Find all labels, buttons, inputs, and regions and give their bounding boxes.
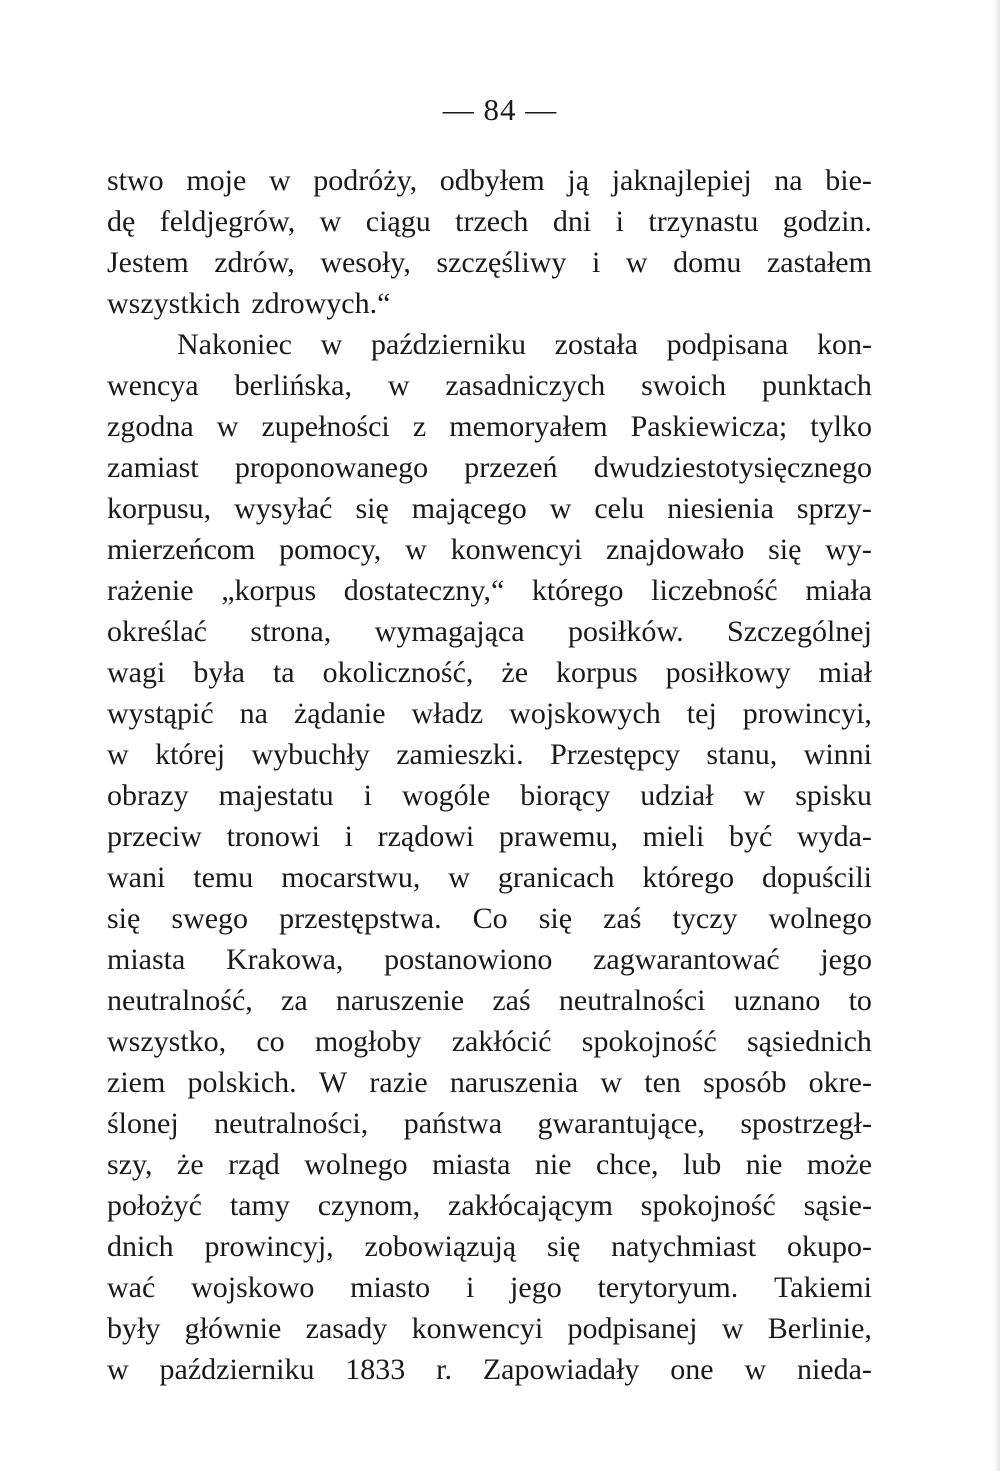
text-line: szy, że rząd wolnego miasta nie chce, lub nie może bbox=[107, 1148, 872, 1181]
text-line: obrazy majestatu i wogóle biorący udział w spisku bbox=[107, 779, 872, 812]
text-line: mierzeńcom pomocy, w konwencyi znajdowało się wy- bbox=[107, 533, 872, 566]
text-line: Nakoniec w październiku została podpisana kon- bbox=[177, 328, 872, 361]
text-line: dnich prowincyj, zobowiązują się natychmiast okupo- bbox=[107, 1230, 872, 1263]
text-line: były głównie zasady konwencyi podpisanej w Berlinie, bbox=[107, 1312, 872, 1345]
text-line: przeciw tronowi i rządowi prawemu, mieli być wyda- bbox=[107, 820, 872, 853]
text-line: ziem polskich. W razie naruszenia w ten sposób okre- bbox=[107, 1066, 872, 1099]
text-line: w październiku 1833 r. Zapowiadały one w nieda- bbox=[107, 1353, 872, 1386]
text-line: dę feldjegrów, w ciągu trzech dni i trzynastu godzin. bbox=[107, 205, 872, 238]
text-line: stwo moje w podróży, odbyłem ją jaknajlepiej na bie- bbox=[107, 164, 872, 197]
text-line: wani temu mocarstwu, w granicach którego dopuścili bbox=[107, 861, 872, 894]
text-line: ślonej neutralności, państwa gwarantujące, spostrzegł- bbox=[107, 1107, 872, 1140]
text-line: wszystkich zdrowych.“ bbox=[107, 287, 391, 320]
text-line: się swego przestępstwa. Co się zaś tyczy wolnego bbox=[107, 902, 872, 935]
text-line: określać strona, wymagająca posiłków. Szczególnej bbox=[107, 615, 872, 648]
text-line: zamiast proponowanego przezeń dwudziestotysięcznego bbox=[107, 451, 872, 484]
body-text bbox=[107, 160, 872, 1390]
text-line: położyć tamy czynom, zakłócającym spokojność sąsie- bbox=[107, 1189, 872, 1222]
text-line: korpusu, wysyłać się mającego w celu niesienia sprzy- bbox=[107, 492, 872, 525]
text-line: w której wybuchły zamieszki. Przestępcy stanu, winni bbox=[107, 738, 872, 771]
text-line: wencya berlińska, w zasadniczych swoich punktach bbox=[107, 369, 872, 402]
text-line: miasta Krakowa, postanowiono zagwarantować jego bbox=[107, 943, 872, 976]
text-line: wagi była ta okoliczność, że korpus posiłkowy miał bbox=[107, 656, 872, 689]
page-edge-shadow bbox=[994, 0, 1000, 1471]
text-line: wać wojskowo miasto i jego terytoryum. Takiemi bbox=[107, 1271, 872, 1304]
text-line: Jestem zdrów, wesoły, szczęśliwy i w domu zastałem bbox=[107, 246, 872, 279]
text-line: neutralność, za naruszenie zaś neutralności uznano to bbox=[107, 984, 872, 1017]
text-line: wszystko, co mogłoby zakłócić spokojność sąsiednich bbox=[107, 1025, 872, 1058]
page-number: — 84 — bbox=[442, 92, 558, 127]
text-line: rażenie „korpus dostateczny,“ którego liczebność miała bbox=[107, 574, 872, 607]
text-line: zgodna w zupełności z memoryałem Paskiewicza; tylko bbox=[107, 410, 872, 443]
text-line: wystąpić na żądanie władz wojskowych tej prowincyi, bbox=[107, 697, 872, 730]
